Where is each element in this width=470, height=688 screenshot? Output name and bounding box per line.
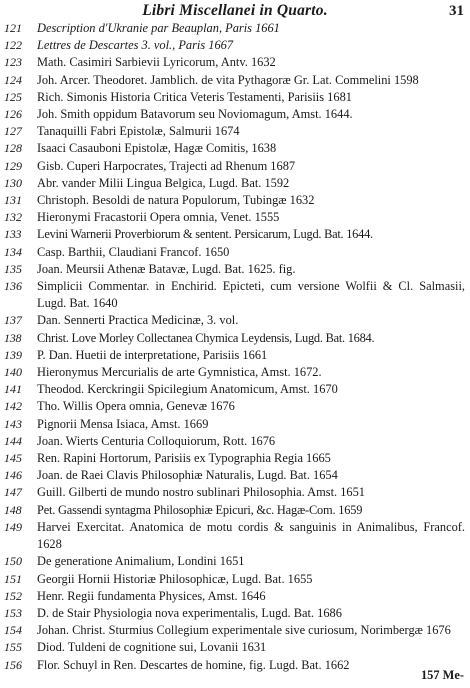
entry-number: 147 xyxy=(4,485,22,500)
entry-text: Dan. Sennerti Practica Medicinæ, 3. vol. xyxy=(37,313,239,328)
entry-number: 121 xyxy=(4,21,22,35)
entry-number: 129 xyxy=(4,158,22,173)
list-item xyxy=(0,588,470,605)
entry-number: 154 xyxy=(4,623,22,638)
entry-number: 149 xyxy=(4,519,22,534)
list-item xyxy=(0,450,470,467)
list-item xyxy=(0,467,470,484)
list-item xyxy=(0,226,470,243)
entry-text: Flor. Schuyl in Ren. Descartes de homine, fig. Lugd. Bat. 1662 xyxy=(37,657,350,672)
catchword: 157 Me- xyxy=(420,668,464,682)
entry-text: Pignorii Mensa Isiaca, Amst. 1669 xyxy=(37,416,209,431)
entry-text: Georgii Hornii Historiæ Philosophicæ, Lugd. Bat. 1655 xyxy=(37,571,313,586)
entry-text: D. de Stair Physiologia nova experimentalis, Lugd. Bat. 1686 xyxy=(37,605,342,620)
list-item xyxy=(0,261,470,278)
entry-number: 144 xyxy=(4,433,22,448)
entry-number: 128 xyxy=(4,141,22,156)
entry-number: 132 xyxy=(4,210,22,225)
entry-text: Johan. Christ. Sturmius Collegium experimentale sive curiosum, Norimbergæ 1676 xyxy=(37,623,451,638)
entry-text: Levini Warnerii Proverbiorum & sentent. Persicarum, Lugd. Bat. 1644. xyxy=(37,227,373,242)
list-item xyxy=(0,72,470,89)
entry-text: Pet. Gassendi syntagma Philosophiæ Epicuri, &c. Hagæ-Com. 1659 xyxy=(37,502,363,517)
list-item xyxy=(0,519,470,553)
entry-number: 140 xyxy=(4,365,22,380)
entry-text: Hieronymus Mercurialis de arte Gymnistica, Amst. 1672. xyxy=(37,365,322,380)
entry-text: Description d'Ukranie par Beauplan, Paris 1661 xyxy=(37,21,280,35)
entry-text: Joh. Smith oppidum Batavorum seu Noviomagum, Amst. 1644. xyxy=(37,107,353,122)
entry-number: 145 xyxy=(4,451,22,466)
list-item xyxy=(0,364,470,381)
entry-number: 133 xyxy=(4,227,22,242)
list-item xyxy=(0,416,470,433)
list-item xyxy=(0,312,470,329)
list-item xyxy=(0,605,470,622)
list-item xyxy=(0,347,470,364)
list-item xyxy=(0,192,470,209)
entry-number: 124 xyxy=(4,72,22,87)
entry-text: Ren. Rapini Hortorum, Parisiis ex Typographia Regia 1665 xyxy=(37,451,331,466)
entry-number: 142 xyxy=(4,399,22,414)
page-number: 31 xyxy=(449,3,464,19)
list-item xyxy=(0,140,470,157)
entry-number: 138 xyxy=(4,330,22,345)
entry-number: 137 xyxy=(4,313,22,328)
entry-text: Hieronymi Fracastorii Opera omnia, Venet. 1555 xyxy=(37,210,280,225)
entry-text: Simplicii Commentar. in Enchirid. Epicteti, cum versione Wolfii & Cl. Salmasii, Lugd. Bat. 1640 xyxy=(37,279,465,311)
entry-list xyxy=(0,20,470,674)
list-item xyxy=(0,571,470,588)
list-item xyxy=(0,89,470,106)
list-item xyxy=(0,553,470,570)
list-item xyxy=(0,433,470,450)
list-item xyxy=(0,278,470,312)
entry-text: P. Dan. Huetii de interpretatione, Parisiis 1661 xyxy=(37,347,268,362)
entry-text: Isaaci Casauboni Epistolæ, Hagæ Comitis, 1638 xyxy=(37,141,277,156)
list-item xyxy=(0,20,470,37)
entry-number: 141 xyxy=(4,382,22,397)
list-item xyxy=(0,639,470,656)
entry-text: Guill. Gilberti de mundo nostro sublinari Philosophia. Amst. 1651 xyxy=(37,485,366,500)
entry-number: 135 xyxy=(4,261,22,276)
entry-number: 150 xyxy=(4,554,22,569)
list-item xyxy=(0,398,470,415)
list-item xyxy=(0,244,470,261)
entry-number: 155 xyxy=(4,640,22,655)
entry-number: 127 xyxy=(4,124,22,139)
entry-number: 123 xyxy=(4,55,22,70)
list-item xyxy=(0,106,470,123)
entry-text: Theodod. Kerckringii Spicilegium Anatomicum, Amst. 1670 xyxy=(37,382,338,397)
list-item xyxy=(0,158,470,175)
entry-text: Lettres de Descartes 3. vol., Paris 1667 xyxy=(37,38,234,53)
entry-number: 156 xyxy=(4,657,22,672)
entry-number: 126 xyxy=(4,107,22,122)
entry-text: Joh. Arcer. Theodoret. Jamblich. de vita Pythagoræ Gr. Lat. Commelini 1598 xyxy=(37,72,419,87)
entry-text: Tho. Willis Opera omnia, Genevæ 1676 xyxy=(37,399,235,414)
entry-number: 134 xyxy=(4,244,22,259)
entry-text: Christ. Love Morley Collectanea Chymica Leydensis, Lugd. Bat. 1684. xyxy=(37,330,375,345)
entry-text: Christoph. Besoldi de natura Populorum, Tubingæ 1632 xyxy=(37,193,315,208)
entry-number: 131 xyxy=(4,193,22,208)
list-item xyxy=(0,381,470,398)
list-item xyxy=(0,502,470,519)
entry-text: Math. Casimiri Sarbievii Lyricorum, Antv. 1632 xyxy=(37,55,276,70)
entry-text: Joan. Meursii Athenæ Batavæ, Lugd. Bat. 1625. fig. xyxy=(37,261,296,276)
entry-number: 148 xyxy=(4,502,22,517)
list-item xyxy=(0,123,470,140)
list-item xyxy=(0,657,470,674)
list-item xyxy=(0,484,470,501)
entry-number: 153 xyxy=(4,605,22,620)
entry-text: Gisb. Cuperi Harpocrates, Trajecti ad Rhenum 1687 xyxy=(37,158,296,173)
entry-number: 146 xyxy=(4,468,22,483)
entry-text: De generatione Animalium, Londini 1651 xyxy=(37,554,245,569)
entry-number: 139 xyxy=(4,347,22,362)
entry-number: 130 xyxy=(4,175,22,190)
entry-text: Harvei Exercitat. Anatomica de motu cordis & sanguinis in Animalibus, Francof. 1628 xyxy=(37,519,465,552)
list-item xyxy=(0,622,470,639)
entry-number: 136 xyxy=(4,279,22,294)
entry-number: 122 xyxy=(4,38,22,53)
entry-text: Henr. Regii fundamenta Physices, Amst. 1646 xyxy=(37,588,266,603)
list-item xyxy=(0,209,470,226)
page-header xyxy=(0,2,470,20)
entry-text: Joan. Wierts Centuria Colloquiorum, Rott. 1676 xyxy=(37,433,276,448)
entry-number: 151 xyxy=(4,571,22,586)
entry-text: Diod. Tuldeni de cognitione sui, Lovanii 1631 xyxy=(37,640,267,655)
entry-text: Tanaquilli Fabri Epistolæ, Salmurii 1674 xyxy=(37,124,240,139)
entry-text: Casp. Barthii, Claudiani Francof. 1650 xyxy=(37,244,230,259)
entry-text: Joan. de Raei Clavis Philosophiæ Naturalis, Lugd. Bat. 1654 xyxy=(37,468,338,483)
entry-number: 143 xyxy=(4,416,22,431)
list-item xyxy=(0,54,470,71)
entry-text: Abr. vander Milii Lingua Belgica, Lugd. Bat. 1592 xyxy=(37,175,290,190)
list-item xyxy=(0,175,470,192)
list-item xyxy=(0,330,470,347)
page-title: Libri Miscellanei in Quarto. xyxy=(142,2,328,19)
entry-text: Rich. Simonis Historia Critica Veteris Testamenti, Parisiis 1681 xyxy=(37,89,352,104)
list-item xyxy=(0,37,470,54)
entry-number: 125 xyxy=(4,89,22,104)
entry-number: 152 xyxy=(4,588,22,603)
